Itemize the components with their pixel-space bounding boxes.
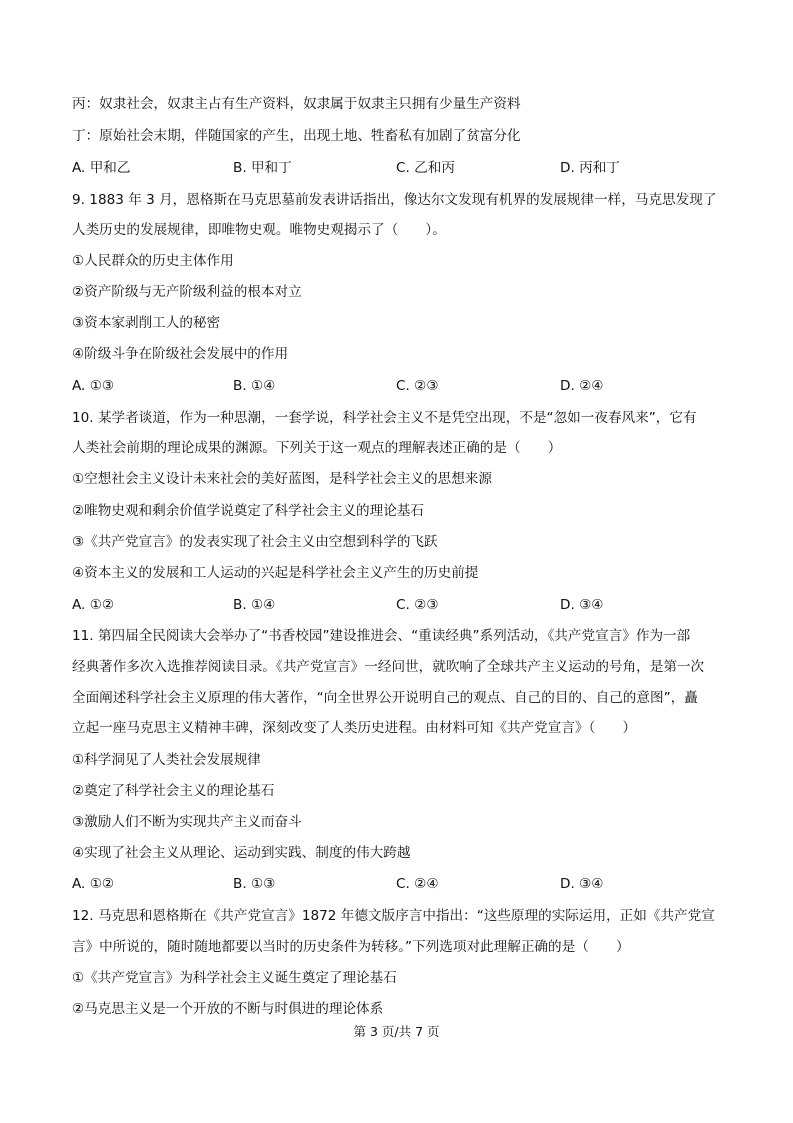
q12-item: ②马克思主义是一个开放的不断与时俱进的理论体系: [72, 1001, 384, 1017]
q8-statement-bing: 丙：奴隶社会，奴隶主占有生产资料，奴隶属于奴隶主只拥有少量生产资料: [72, 96, 521, 112]
page-footer: 第 3 页/共 7 页: [353, 1024, 440, 1039]
option-d[interactable]: D. ②④: [560, 378, 604, 394]
q10-stem-line: 10. 某学者谈道，作为一种思潮，一套学说，科学社会主义不是凭空出现，不是“忽如一夜春风来”，它有: [72, 410, 697, 426]
q8-options: [72, 158, 727, 178]
q9-item: ③资本家剥削工人的秘密: [72, 315, 221, 331]
option-c[interactable]: C. ②③: [396, 597, 439, 613]
option-b[interactable]: B. 甲和丁: [233, 160, 292, 176]
q11-item: ③激励人们不断为实现共产主义而奋斗: [72, 814, 302, 830]
q10-item: ③《共产党宣言》的发表实现了社会主义由空想到科学的飞跃: [72, 534, 438, 550]
q11-item: ①科学洞见了人类社会发展规律: [72, 752, 261, 768]
option-a[interactable]: A. 甲和乙: [72, 160, 131, 176]
q11-item: ④实现了社会主义从理论、运动到实践、制度的伟大跨越: [72, 845, 411, 861]
option-a[interactable]: A. ①③: [72, 378, 115, 394]
q9-options: [72, 376, 727, 396]
q9-item: ①人民群众的历史主体作用: [72, 253, 234, 269]
q11-stem-line: 全面阐述科学社会主义原理的伟大著作，“向全世界公开说明自己的观点、自己的目的、自己的意图”，矗: [72, 690, 698, 706]
q11-options: [72, 874, 727, 894]
q10-item: ①空想社会主义设计未来社会的美好蓝图，是科学社会主义的思想来源: [72, 471, 492, 487]
option-c[interactable]: C. ②④: [396, 876, 439, 892]
option-d[interactable]: D. ③④: [560, 597, 604, 613]
q11-stem-line: 11. 第四届全民阅读大会举办了“书香校园”建设推进会、“重读经典”系列活动，《共产党宣言》作为一部: [72, 628, 691, 644]
option-b[interactable]: B. ①④: [233, 378, 276, 394]
option-b[interactable]: B. ①③: [233, 876, 276, 892]
option-b[interactable]: B. ①④: [233, 597, 276, 613]
q11-item: ②奠定了科学社会主义的理论基石: [72, 783, 275, 799]
q11-stem-line: 经典著作多次入选推荐阅读目录。《共产党宣言》一经问世，就吹响了全球共产主义运动的号角，是第一次: [72, 659, 705, 675]
option-c[interactable]: C. 乙和丙: [396, 160, 455, 176]
q10-item: ②唯物史观和剩余价值学说奠定了科学社会主义的理论基石: [72, 503, 425, 519]
q9-item: ④阶级斗争在阶级社会发展中的作用: [72, 346, 289, 362]
q9-stem-line: 9. 1883 年 3 月，恩格斯在马克思墓前发表讲话指出，像达尔文发现有机界的发展规律一样，马克思发现了: [72, 192, 717, 208]
q12-item: ①《共产党宣言》为科学社会主义诞生奠定了理论基石: [72, 970, 397, 986]
option-d[interactable]: D. 丙和丁: [560, 160, 620, 176]
q9-stem-line: 人类历史的发展规律，即唯物史观。唯物史观揭示了（ ）。: [72, 222, 446, 238]
q12-stem-line: 言》中所说的，随时随地都要以当时的历史条件为转移。”下列选项对此理解正确的是（ ）: [72, 939, 630, 955]
option-d[interactable]: D. ③④: [560, 876, 604, 892]
q11-stem-line: 立起一座马克思主义精神丰碑，深刻改变了人类历史进程。由材料可知《共产党宣言》（ ）: [72, 720, 637, 736]
q9-item: ②资产阶级与无产阶级利益的根本对立: [72, 284, 302, 300]
option-c[interactable]: C. ②③: [396, 378, 439, 394]
q10-item: ④资本主义的发展和工人运动的兴起是科学社会主义产生的历史前提: [72, 565, 479, 581]
q12-stem-line: 12. 马克思和恩格斯在《共产党宣言》1872 年德文版序言中指出：“这些原理的实际运用，正如《共产党宣: [72, 908, 715, 924]
q10-options: [72, 595, 727, 615]
option-a[interactable]: A. ①②: [72, 876, 115, 892]
option-a[interactable]: A. ①②: [72, 597, 115, 613]
q8-statement-ding: 丁：原始社会末期，伴随国家的产生，出现土地、牲畜私有加剧了贫富分化: [72, 128, 521, 144]
q10-stem-line: 人类社会前期的理论成果的渊源。下列关于这一观点的理解表述正确的是（ ）: [72, 440, 562, 456]
